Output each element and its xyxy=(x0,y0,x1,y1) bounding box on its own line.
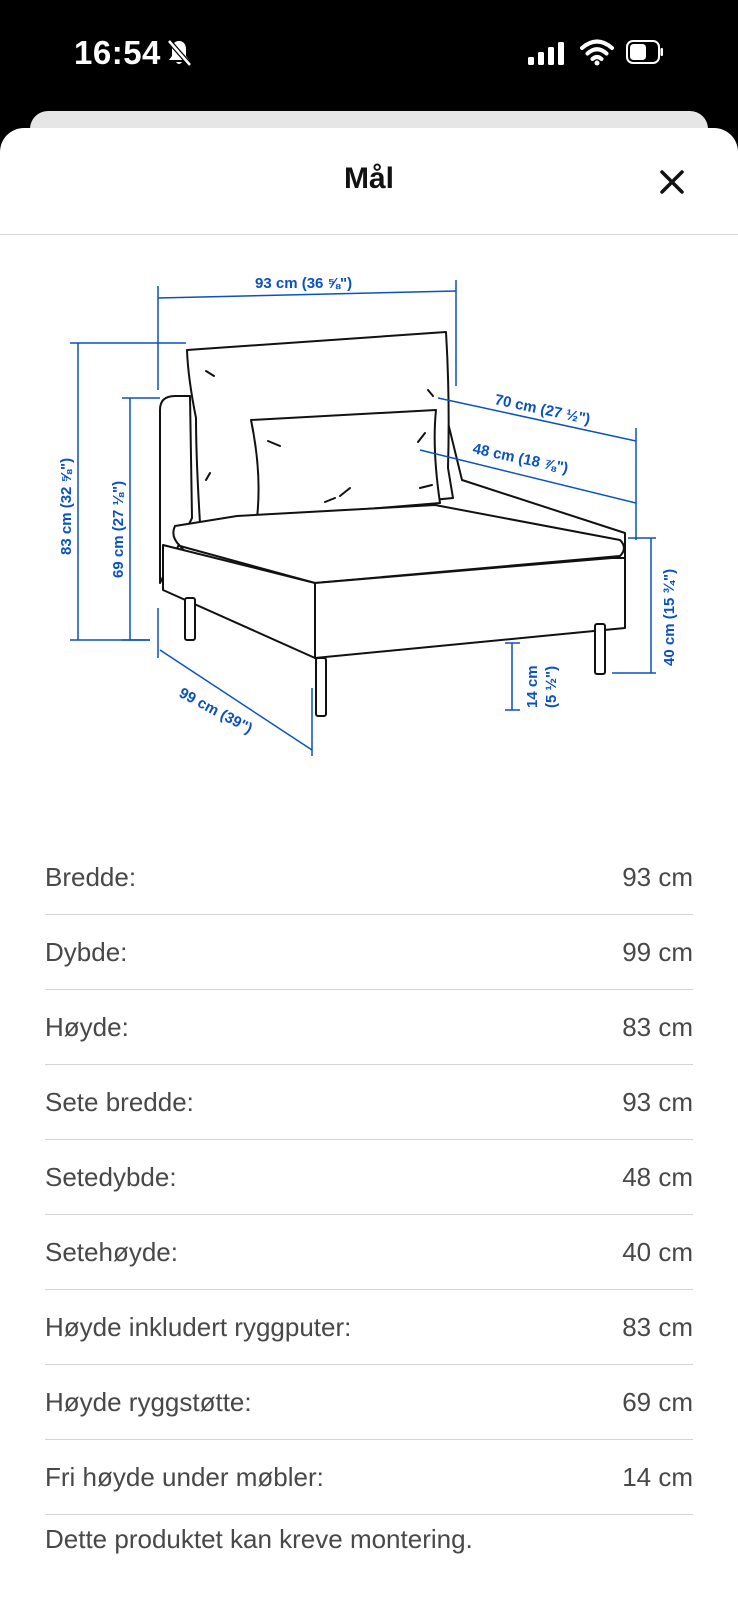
close-icon[interactable] xyxy=(652,162,692,202)
dimensions-sheet xyxy=(0,128,738,1600)
cellular-signal-icon xyxy=(528,42,568,66)
dimension-label: Høyde ryggstøtte: xyxy=(45,1387,252,1417)
battery-icon xyxy=(626,40,664,64)
dimension-label: Sete bredde: xyxy=(45,1087,194,1117)
dimension-row xyxy=(45,1440,693,1515)
dimension-label: Høyde inkludert ryggputer: xyxy=(45,1312,352,1342)
label-back-height: 69 cm (27 ⅛") xyxy=(110,480,127,578)
dimension-row xyxy=(45,1140,693,1215)
dimension-row xyxy=(45,1215,693,1290)
dimension-value: 93 cm xyxy=(622,862,693,892)
label-width: 93 cm (36 ⅝") xyxy=(255,275,353,292)
dimension-row xyxy=(45,915,693,990)
assembly-note: Dette produktet kan kreve montering. xyxy=(45,1524,473,1554)
dimension-value: 93 cm xyxy=(622,1087,693,1117)
bell-slash-icon xyxy=(166,38,192,68)
label-clearance-line1: 14 cm xyxy=(524,665,541,708)
dimension-label: Setehøyde: xyxy=(45,1237,178,1267)
dimension-label: Fri høyde under møbler: xyxy=(45,1462,324,1492)
label-seat-height: 40 cm (15 ¾") xyxy=(661,568,678,666)
dimension-row xyxy=(45,1065,693,1140)
status-time: 16:54 xyxy=(74,34,161,71)
dimension-value: 14 cm xyxy=(622,1462,693,1492)
product-dimension-diagram xyxy=(0,248,738,768)
wifi-icon xyxy=(580,38,614,66)
dimension-row xyxy=(45,840,693,915)
dimension-label: Setedybde: xyxy=(45,1162,177,1192)
sheet-title: Mål xyxy=(343,162,394,195)
dimensions-list xyxy=(45,840,693,1515)
dimension-row xyxy=(45,990,693,1065)
label-clearance-line2: (5 ½") xyxy=(543,665,560,708)
label-seat-depth: 48 cm (18 ⅞") xyxy=(471,440,570,478)
sheet-header xyxy=(0,128,738,235)
label-height: 83 cm (32 ⅝") xyxy=(58,457,75,555)
sofa-drawing xyxy=(160,332,625,716)
dimension-row xyxy=(45,1290,693,1365)
label-depth-back: 70 cm (27 ½") xyxy=(493,391,592,429)
status-bar xyxy=(0,0,738,110)
dimension-value: 83 cm xyxy=(622,1012,693,1042)
dimension-label: Høyde: xyxy=(45,1012,129,1042)
dimension-label: Dybde: xyxy=(45,937,128,967)
dimension-value: 48 cm xyxy=(622,1162,693,1192)
dimension-label: Bredde: xyxy=(45,862,137,892)
label-depth: 99 cm (39") xyxy=(176,684,256,738)
dimension-row xyxy=(45,1365,693,1440)
dimension-value: 69 cm xyxy=(622,1387,693,1417)
dimension-value: 83 cm xyxy=(622,1312,693,1342)
dimension-value: 99 cm xyxy=(622,937,693,967)
dimension-value: 40 cm xyxy=(622,1237,693,1267)
